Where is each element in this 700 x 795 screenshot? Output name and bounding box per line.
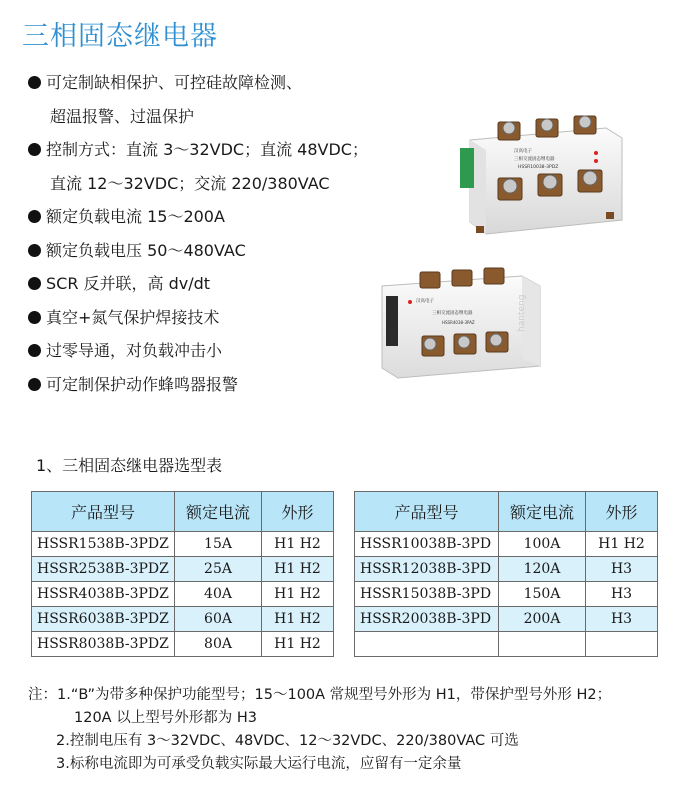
feature-item: 真空+氮气保护焊接技术: [28, 301, 488, 335]
product-photo-relay-2: [372, 262, 547, 387]
table-row: HSSR15038B-3PD 150A H3: [355, 582, 658, 607]
photo1-brand: 汉高电子: [514, 149, 532, 154]
photo1-model: HSSR10038-3PDZ: [518, 165, 559, 170]
selection-table-right: [354, 491, 658, 657]
table-row-empty: [355, 632, 658, 657]
bullet-icon: [28, 311, 41, 324]
product-photo-relay-1: [456, 108, 626, 243]
feature-item: 控制方式：直流 3～32VDC；直流 48VDC；: [28, 133, 488, 167]
header-model: 产品型号: [32, 492, 175, 532]
bullet-icon: [28, 244, 41, 257]
selection-table-left: [31, 491, 334, 657]
header-current: 额定电流: [175, 492, 262, 532]
photo2-model: HSSR4038-3PAZ: [442, 320, 475, 325]
feature-item: SCR 反并联，高 dv/dt: [28, 267, 488, 301]
bullet-icon: [28, 277, 41, 290]
note-3: 3.标称电流即为可承受负载实际最大运行电流，应留有一定余量: [56, 756, 462, 772]
table-row: HSSR4038B-3PDZ 40A H1 H2: [32, 582, 334, 607]
header-model: 产品型号: [355, 492, 499, 532]
feature-item-continued: 超温报警、过温保护: [50, 106, 195, 126]
notes: [28, 684, 611, 776]
header-shape: 外形: [262, 492, 334, 532]
note-1: 注：1.“B”为带多种保护功能型号；15～100A 常规型号外形为 H1，带保护型号外形 H2；: [28, 687, 612, 703]
section-title: 1、三相固态继电器选型表: [36, 456, 223, 475]
bullet-icon: [28, 344, 41, 357]
table-row: HSSR1538B-3PDZ 15A H1 H2: [32, 532, 334, 557]
feature-item: 可定制缺相保护、可控硅故障检测、: [28, 66, 488, 100]
bullet-icon: [28, 210, 41, 223]
feature-item: 额定负载电压 50～480VAC: [28, 234, 488, 268]
black-terminal-block: [386, 296, 398, 346]
table-row: HSSR10038B-3PD 100A H1 H2: [355, 532, 658, 557]
feature-item: 可定制保护动作蜂鸣器报警: [28, 368, 488, 402]
feature-item: 过零导通，对负载冲击小: [28, 334, 488, 368]
feature-item: 额定负载电流 15～200A: [28, 200, 488, 234]
bullet-icon: [28, 76, 41, 89]
bullet-icon: [28, 378, 41, 391]
page-title: 三相固态继电器: [22, 21, 218, 52]
bullet-icon: [28, 143, 41, 156]
photo2-brand: 汉高电子: [416, 299, 434, 304]
table-row: HSSR12038B-3PD 120A H3: [355, 557, 658, 582]
photo1-label: 三相交流固态继电器: [514, 157, 555, 162]
header-shape: 外形: [586, 492, 658, 532]
green-terminal-block: [460, 148, 474, 188]
table-row: HSSR8038B-3PDZ 80A H1 H2: [32, 632, 334, 657]
note-2: 2.控制电压有 3～32VDC、48VDC、12～32VDC、220/380VAC 可选: [56, 733, 519, 749]
photo2-side-brand: hanteng: [517, 294, 527, 332]
table-row: HSSR20038B-3PD 200A H3: [355, 607, 658, 632]
note-1-continued: 120A 以上型号外形都为 H3: [74, 710, 257, 726]
table-row: HSSR6038B-3PDZ 60A H1 H2: [32, 607, 334, 632]
photo2-label: 三相交流固态继电器: [432, 311, 473, 316]
table-row: HSSR2538B-3PDZ 25A H1 H2: [32, 557, 334, 582]
feature-item-continued: 直流 12～32VDC；交流 220/380VAC: [50, 173, 330, 193]
header-current: 额定电流: [499, 492, 586, 532]
